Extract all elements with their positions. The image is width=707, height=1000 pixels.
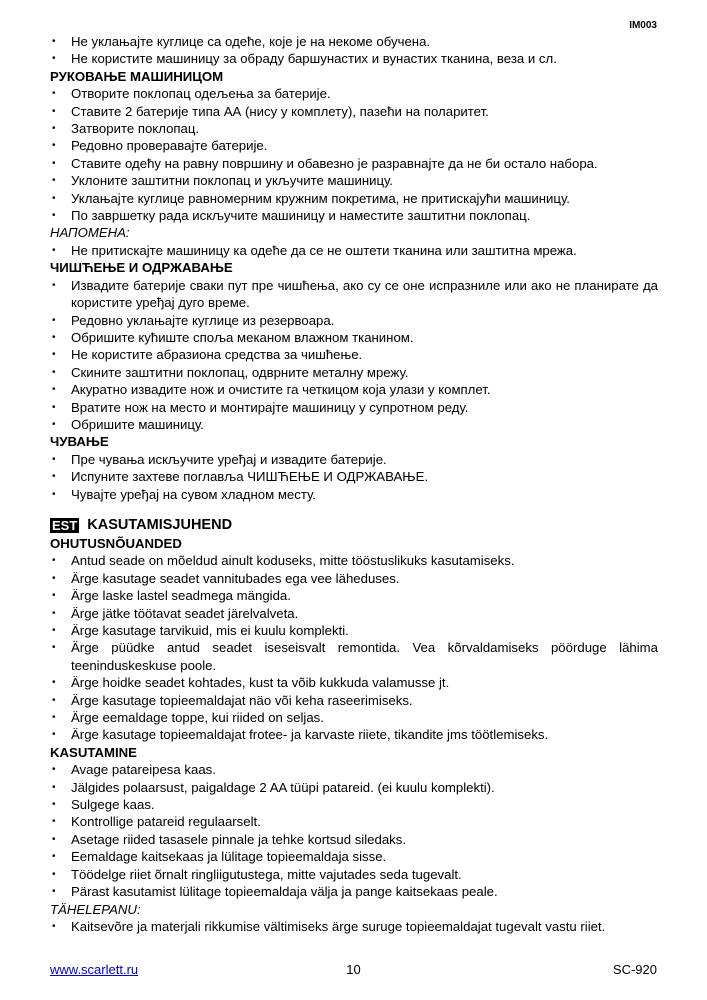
list-item [50, 50, 658, 67]
sr-note-heading: НАПОМЕНА: [50, 225, 130, 241]
list-item-text: Не користите абразиона средства за чишћење. [71, 347, 363, 363]
list-item-text: Kaitsevõre ja materjali rikkumise vältimiseks ärge suruge topieemaldajat tugevalt vastu riiet. [71, 918, 606, 934]
list-item-text: Ärge püüdke antud seadet iseseisvalt remontida. Vea kõrvaldamiseks pöörduge lähima teeninduskeskuse poole. [71, 640, 658, 673]
list-item-text: Затворите поклопац. [71, 121, 200, 137]
list-item-text: Ставите 2 батерије типа АА (нису у комплету), пазећи на поларитет. [71, 103, 489, 119]
list-item-text: Уклоните заштитни поклопац и укључите машиницу. [71, 173, 393, 189]
list-item-text: Ärge eemaldage toppe, kui riided on seljas. [71, 710, 324, 726]
list-item [50, 587, 658, 604]
bullet-icon: • [52, 642, 56, 654]
list-item [50, 486, 658, 503]
sr-usage-heading: РУКОВАЊЕ МАШИНИЦОМ [50, 68, 224, 84]
list-item-text: Обришите машиницу. [71, 416, 204, 432]
list-item [50, 451, 658, 468]
bullet-icon: • [52, 279, 56, 291]
list-item-text: Обришите кућиште споља меканом влажном тканином. [71, 329, 414, 345]
bullet-icon: • [52, 314, 56, 326]
list-item [50, 381, 658, 398]
sr-storage-list [50, 451, 658, 503]
bullet-icon: • [52, 331, 56, 343]
bullet-icon: • [52, 366, 56, 378]
sr-storage-heading: ЧУВАЊЕ [50, 434, 109, 450]
page-content [50, 33, 658, 935]
list-item-text: Avage patareipesa kaas. [71, 762, 216, 778]
bullet-icon: • [52, 88, 56, 100]
bullet-icon: • [52, 349, 56, 361]
list-item [50, 190, 658, 207]
list-item [50, 312, 658, 329]
list-item-text: Не уклањајте куглице са одеће, које је на некоме обучена. [71, 34, 431, 49]
list-item-text: По завршетку рада искључите машиницу и наместите заштитни поклопац. [71, 208, 531, 224]
list-item [50, 364, 658, 381]
list-item [50, 207, 658, 224]
list-item-text: Ärge kasutage topieemaldajat frotee- ja karvaste riiete, tikandite jms töötlemiseks. [71, 727, 549, 743]
bullet-icon: • [52, 418, 56, 430]
list-item-text: Чувајте уређај на сувом хладном месту. [71, 486, 316, 502]
list-item-text: Не користите машиницу за обраду баршунастих и вунастих тканина, веза и сл. [71, 51, 557, 67]
est-usage-heading: KASUTAMINE [50, 744, 137, 760]
list-item [50, 137, 658, 154]
bullet-icon: • [52, 453, 56, 465]
list-item [50, 329, 658, 346]
sr-top-list [50, 33, 658, 68]
bullet-icon: • [52, 555, 56, 567]
list-item-text: Отворите поклопац одељења за батерије. [71, 86, 331, 102]
bullet-icon: • [52, 625, 56, 636]
bullet-icon: • [52, 729, 56, 741]
list-item-text: Ärge kasutage topieemaldajat näo või keha raseerimiseks. [71, 692, 413, 708]
bullet-icon: • [52, 488, 56, 500]
list-item-text: Испуните захтеве поглавља ЧИШЋЕЊЕ И ОДРЖАВАЊЕ. [71, 469, 429, 485]
list-item-text: Не притискајте машиницу ка одеће да се не оштети тканина или заштитна мрежа. [71, 242, 577, 258]
bullet-icon: • [52, 886, 56, 898]
list-item-text: Pärast kasutamist lülitage topieemaldaja välja ja pange kaitsekaas peale. [71, 884, 498, 900]
list-item [50, 848, 658, 865]
list-item [50, 399, 658, 416]
list-item [50, 103, 658, 120]
list-item [50, 692, 658, 709]
sr-cleaning-list [50, 277, 658, 434]
bullet-icon: • [52, 712, 56, 724]
est-manual-title: KASUTAMISJUHEND [87, 516, 233, 533]
bullet-icon: • [52, 781, 56, 793]
bullet-icon: • [52, 140, 56, 152]
website-link[interactable]: www.scarlett.ru [50, 962, 139, 977]
list-item-text: Вратите нож на место и монтирајте машиницу у супротном реду. [71, 399, 469, 415]
bullet-icon: • [52, 572, 56, 584]
bullet-icon: • [52, 471, 56, 483]
list-item-text: Jälgides polaarsust, paigaldage 2 AA tüüpi patareid. (ei kuulu komplekti). [71, 779, 495, 795]
list-item-text: Ärge kasutage tarvikuid, mis ei kuulu komplekti. [71, 623, 349, 638]
list-item-text: Eemaldage kaitsekaas ja lülitage topieemaldaja sisse. [71, 849, 387, 865]
bullet-icon: • [52, 210, 56, 222]
list-item [50, 605, 658, 622]
bullet-icon: • [52, 105, 56, 117]
bullet-icon: • [52, 244, 56, 256]
est-note-heading: TÄHELEPANU: [50, 901, 141, 917]
list-item-text: Asetage riided tasasele pinnale ja tehke kortsud siledaks. [71, 831, 407, 847]
list-item [50, 639, 658, 674]
list-item [50, 172, 658, 189]
list-item-text: Ärge kasutage seadet vannitubades ega vee läheduses. [71, 570, 400, 586]
est-usage-list [50, 761, 658, 900]
sr-usage-list [50, 85, 658, 224]
bullet-icon: • [52, 590, 56, 602]
language-badge: EST [52, 517, 78, 533]
bullet-icon: • [52, 157, 56, 169]
list-item [50, 883, 658, 900]
bullet-icon: • [52, 401, 56, 413]
list-item [50, 779, 658, 796]
list-item-text: Ärge jätke töötavat seadet järelvalveta. [71, 605, 299, 621]
sr-note-list [50, 242, 658, 259]
bullet-icon: • [52, 816, 56, 828]
list-item-text: Antud seade on mõeldud ainult koduseks, mitte tööstuslikuks kasutamiseks. [71, 553, 515, 569]
list-item-text: Ärge laske lastel seadmega mängida. [71, 588, 291, 604]
bullet-icon: • [52, 607, 56, 619]
bullet-icon: • [52, 677, 56, 689]
list-item [50, 570, 658, 587]
bullet-icon: • [52, 920, 56, 932]
sr-cleaning-heading: ЧИШЋЕЊЕ И ОДРЖАВАЊЕ [50, 260, 233, 276]
page-number: 10 [346, 962, 361, 977]
list-item-text: Пре чувања искључите уређај и извадите батерије. [71, 451, 387, 467]
list-item [50, 761, 658, 778]
list-item [50, 120, 658, 137]
list-item-text: Скините заштитни поклопац, одврните металну мрежу. [71, 364, 409, 380]
bullet-icon: • [52, 851, 56, 863]
list-item [50, 918, 658, 935]
list-item [50, 468, 658, 485]
list-item-text: Извадите батерије сваки пут пре чишћења, ако су се оне испразниле или ако не планирате да користите уређај дуго време. [71, 277, 658, 311]
bullet-icon: • [52, 694, 56, 706]
est-note-list [50, 918, 658, 935]
list-item [50, 277, 658, 312]
list-item-text: Ставите одећу на равну површину и обавезно је разравнајте да не би остало набора. [71, 155, 598, 171]
est-section-title [50, 516, 658, 535]
est-safety-heading: OHUTUSNÕUANDED [50, 535, 182, 551]
bullet-icon: • [52, 868, 56, 880]
bullet-icon: • [52, 192, 56, 204]
list-item [50, 866, 658, 883]
bullet-icon: • [52, 833, 56, 845]
list-item-text: Töödelge riiet õrnalt ringliigutustega, mitte vajutades seda tugevalt. [71, 866, 462, 882]
list-item [50, 33, 658, 50]
list-item [50, 674, 658, 691]
list-item-text: Sulgege kaas. [71, 797, 155, 813]
bullet-icon: • [52, 53, 56, 65]
list-item [50, 242, 658, 259]
list-item-text: Редовно проверавајте батерије. [71, 138, 268, 154]
est-safety-list [50, 552, 658, 743]
bullet-icon: • [52, 764, 56, 776]
list-item-text: Акуратно извадите нож и очистите га четкицом која улази у комплет. [71, 382, 491, 398]
section-gap [50, 503, 658, 516]
bullet-icon: • [52, 799, 56, 811]
list-item-text: Ärge hoidke seadet kohtades, kust ta võib kukkuda valamusse jt. [71, 675, 450, 691]
list-item [50, 85, 658, 102]
bullet-icon: • [52, 36, 56, 47]
document-code: IM003 [629, 20, 657, 31]
list-item [50, 813, 658, 830]
list-item [50, 622, 658, 639]
list-item [50, 709, 658, 726]
list-item [50, 346, 658, 363]
list-item [50, 796, 658, 813]
list-item-text: Kontrollige patareid regulaarselt. [71, 814, 261, 830]
list-item [50, 155, 658, 172]
list-item [50, 831, 658, 848]
list-item-text: Редовно уклањајте куглице из резервоара. [71, 312, 335, 328]
list-item [50, 552, 658, 569]
list-item-text: Уклањајте куглице равномерним кружним покретима, не притискајући машиницу. [71, 190, 570, 206]
bullet-icon: • [52, 175, 56, 187]
bullet-icon: • [52, 123, 56, 135]
list-item [50, 416, 658, 433]
bullet-icon: • [52, 384, 56, 396]
list-item [50, 726, 658, 743]
model-number: SC-920 [612, 962, 657, 977]
